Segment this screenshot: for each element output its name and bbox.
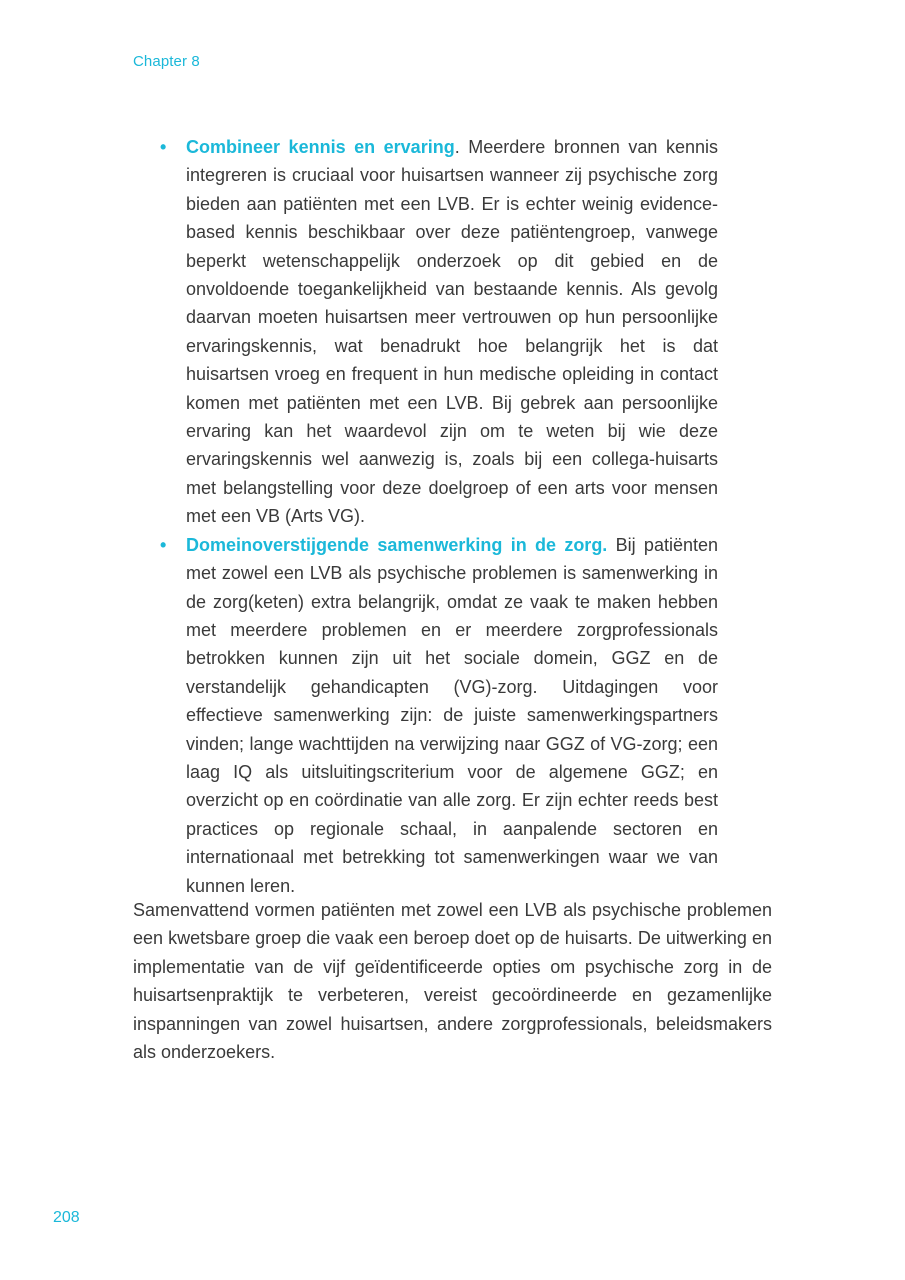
page-number: 208	[53, 1209, 80, 1226]
bullet-item-combine-knowledge	[160, 133, 718, 531]
bullet-list	[160, 133, 718, 900]
summary-paragraph: Samenvattend vormen patiënten met zowel een LVB als psychische problemen een kwetsbare groep die vaak een beroep doet op de huisarts. De uitwerking en implementatie van de vijf geïdentificeerde opties om psychische zorg in de huisartsenpraktijk te verbeteren, vereist gecoördineerde en gezamenlijke inspanningen van zowel huisartsen, andere zorgprofessionals, beleidsmakers als onderzoekers.	[133, 900, 772, 1063]
bullet-text: . Meerdere bronnen van kennis integreren is cruciaal voor huisartsen wanneer zij psychische zorg bieden aan patiënten met een LVB. Er is echter weinig evidence-based kennis beschikbaar over deze patiëntengroep, vanwege beperkt wetenschappelijk onderzoek op dit gebied en de onvoldoende toegankelijkheid van bestaande kennis. Als gevolg daarvan moeten huisartsen meer vertrouwen op hun persoonlijke ervaringskennis, wat benadrukt hoe belangrijk het is dat huisartsen vroeg en frequent in hun medische opleiding in contact komen met patiënten met een LVB. Bij gebrek aan persoonlijke ervaring kan het waardevol zijn om te weten bij wie deze ervaringskennis wel aanwezig is, zoals bij een collega-huisarts met belangstelling voor deze doelgroep of een arts voor mensen met een VB (Arts VG).	[186, 137, 718, 527]
bullet-title: Combineer kennis en ervaring	[186, 137, 455, 157]
bullet-text: Bij patiënten met zowel een LVB als psychische problemen is samenwerking in de zorg(keten) extra belangrijk, omdat ze vaak te maken hebben met meerdere problemen en er meerdere zorgprofessionals betrokken kunnen zijn uit het sociale domein, GGZ en de verstandelijk gehandicapten (VG)-zorg. Uitdagingen voor effectieve samenwerking zijn: de juiste samenwerkingspartners vinden; lange wachttijden na verwijzing naar GGZ of VG-zorg; een laag IQ als uitsluitingscriterium voor de algemene GGZ; en overzicht op en coördinatie van alle zorg. Er zijn echter reeds best practices op regionale schaal, in aanpalende sectoren en internationaal met betrekking tot samenwerkingen waar we van kunnen leren.	[186, 534, 718, 896]
bullet-title: Domeinoverstijgende samenwerking in de zorg.	[186, 534, 608, 555]
bullet-dot-icon: •	[160, 137, 167, 157]
bullet-item-collaboration	[160, 531, 718, 900]
running-head-chapter: Chapter 8	[133, 53, 200, 70]
bullet-dot-icon: •	[160, 534, 167, 555]
